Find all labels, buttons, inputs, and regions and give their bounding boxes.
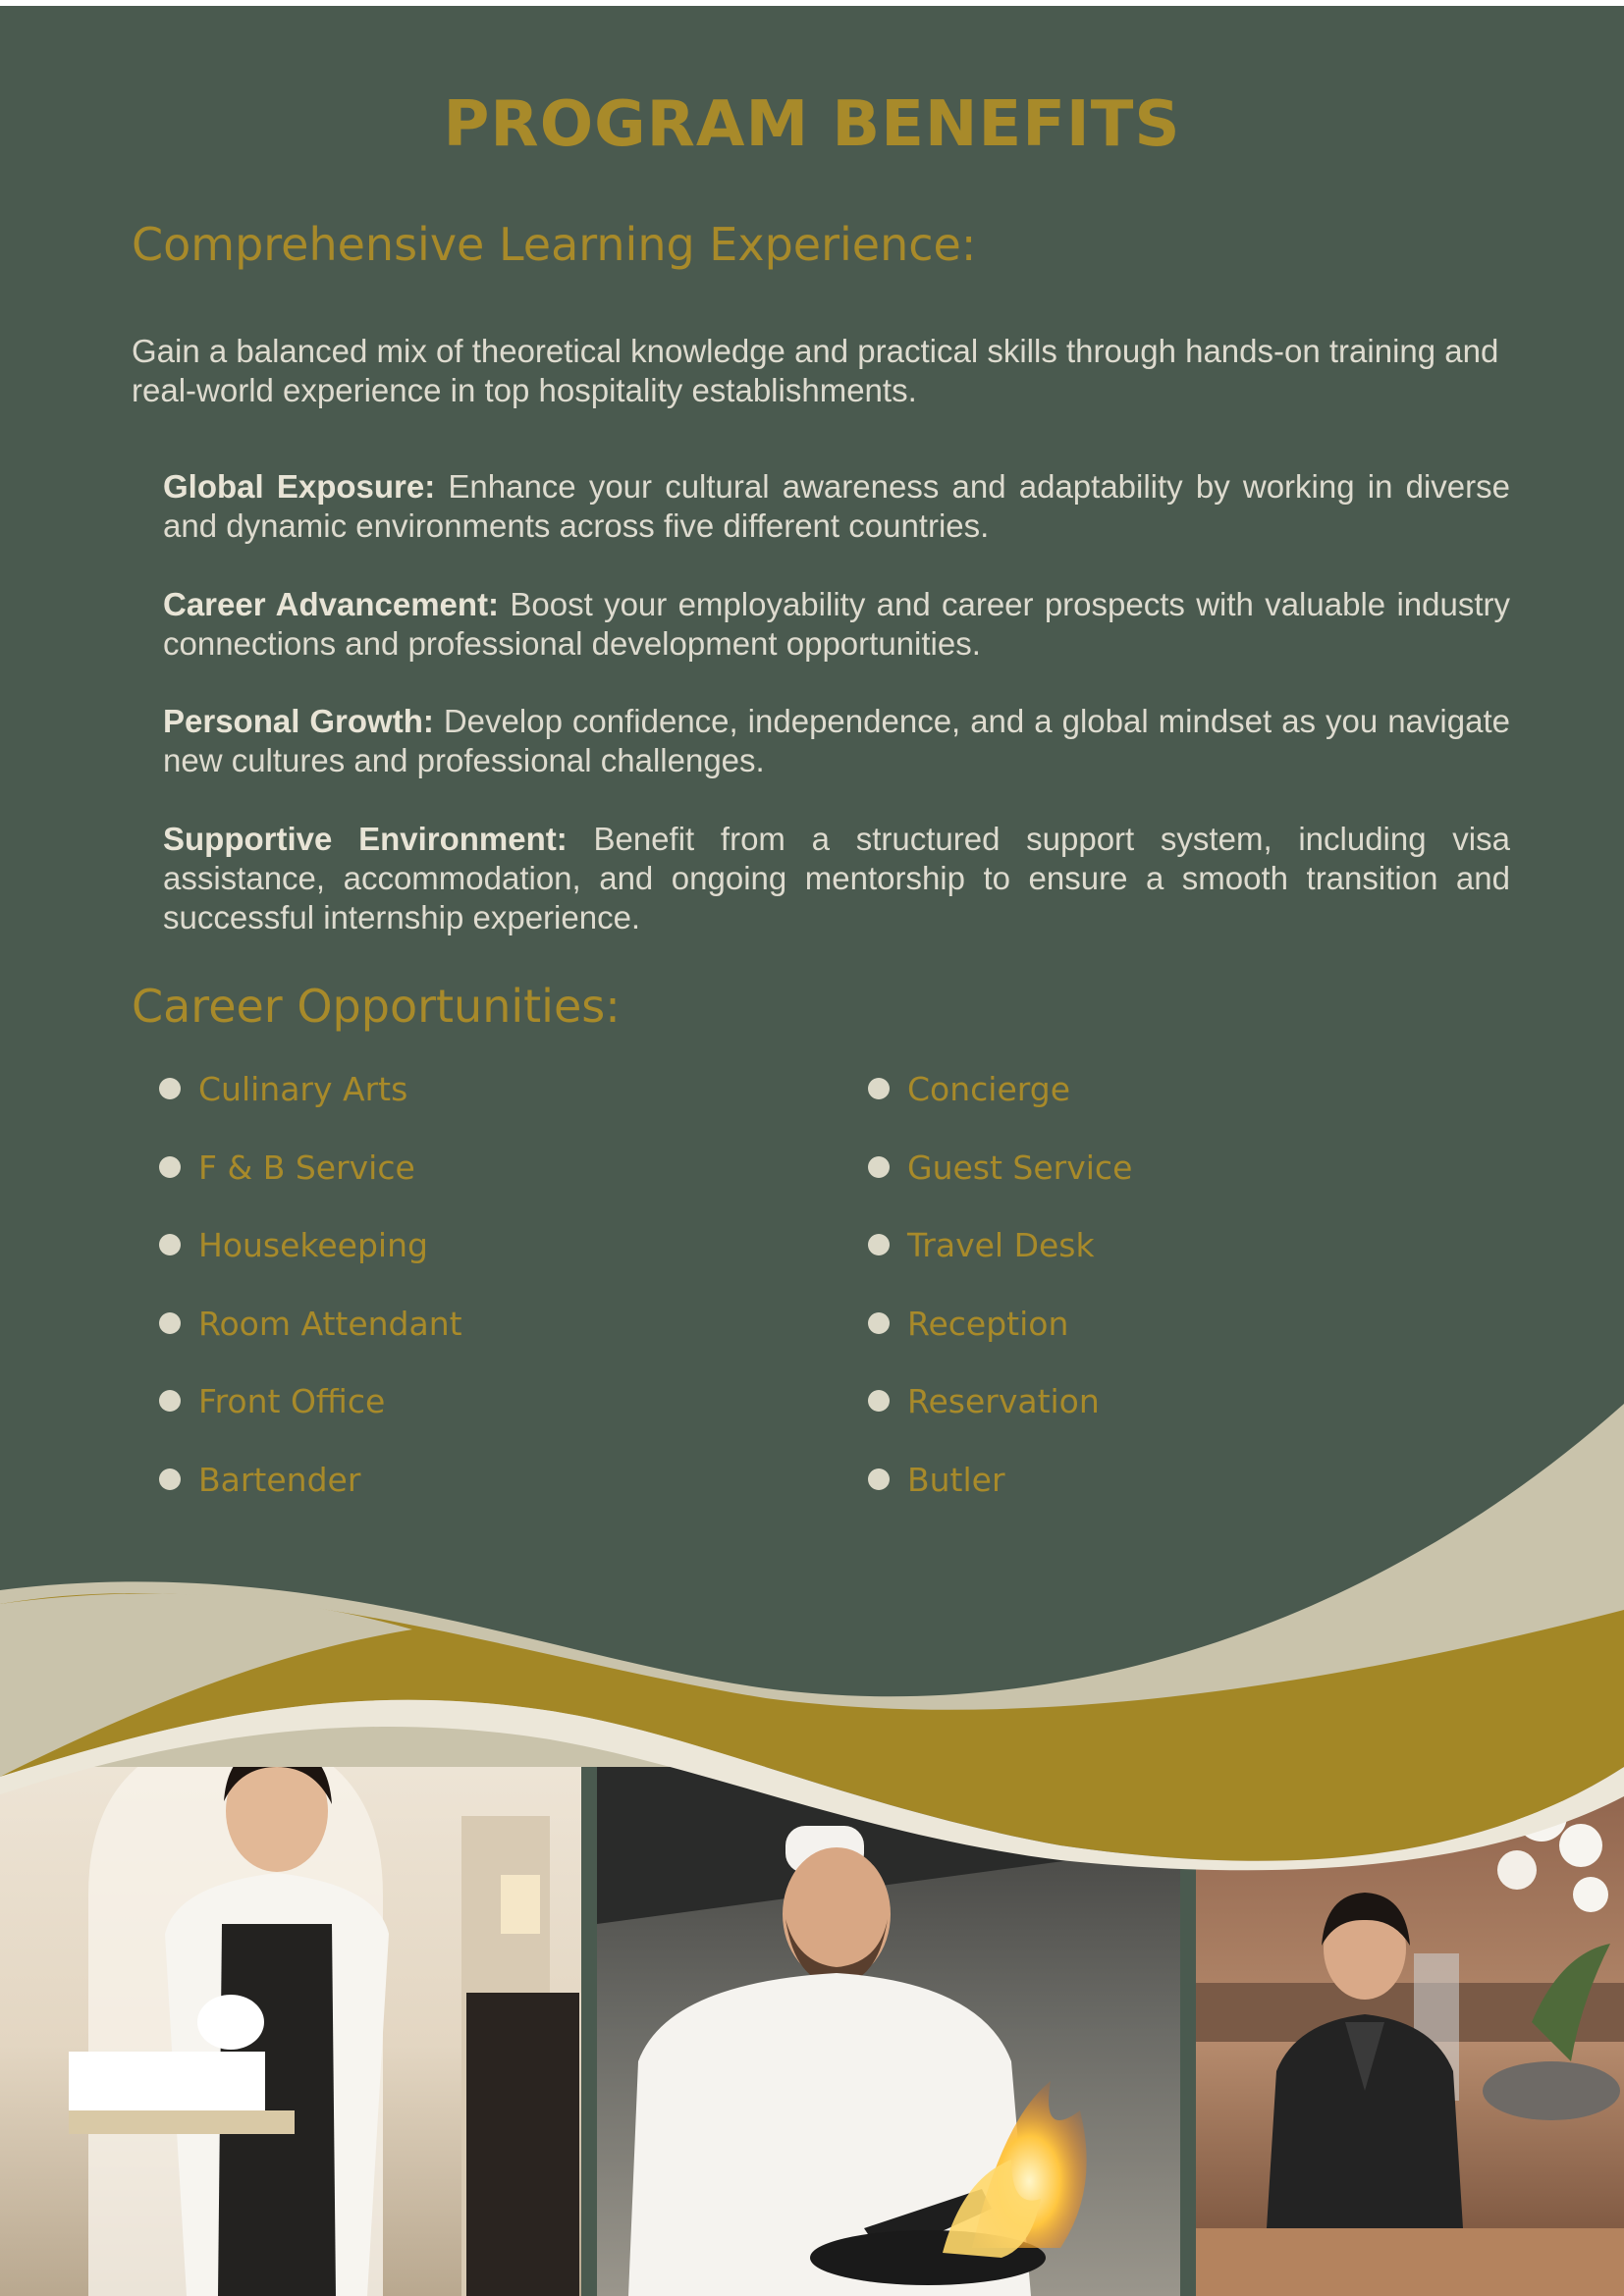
benefit-label: Career Advancement: — [163, 586, 500, 622]
career-heading: Career Opportunities: — [132, 980, 621, 1033]
list-item: Reservation — [868, 1377, 1132, 1456]
benefit-text: Develop confidence, independence, and a global mindset as you navigate new cultures and professional challenges. — [163, 703, 1510, 778]
benefit-text: Boost your employability and career prospects with valuable industry connections and professional development opportunities. — [163, 586, 1510, 662]
list-item: Room Attendant — [159, 1300, 462, 1378]
list-item: Front Office — [159, 1377, 462, 1456]
learning-heading: Comprehensive Learning Experience: — [132, 218, 977, 271]
list-item: Housekeeping — [159, 1221, 462, 1300]
list-item: Culinary Arts — [159, 1065, 462, 1144]
list-item: Butler — [868, 1456, 1132, 1534]
list-item: Travel Desk — [868, 1221, 1132, 1300]
list-item: F & B Service — [159, 1144, 462, 1222]
list-item: Reception — [868, 1300, 1132, 1378]
page-title: PROGRAM BENEFITS — [443, 88, 1181, 161]
list-item: Bartender — [159, 1456, 462, 1534]
list-item: Guest Service — [868, 1144, 1132, 1222]
list-item: Concierge — [868, 1065, 1132, 1144]
benefit-label: Global Exposure: — [163, 468, 436, 505]
benefit-label: Personal Growth: — [163, 703, 434, 739]
learning-intro: Gain a balanced mix of theoretical knowledge and practical skills through hands-on training and real-world experience in top hospitality establishments. — [132, 333, 1499, 408]
benefit-text: Benefit from a structured support system, including visa assistance, accommodation, and ongoing mentorship to ensure a smooth transition and successful internship experience. — [163, 821, 1510, 935]
benefit-text: Enhance your cultural awareness and adaptability by working in diverse and dynamic environments across five different countries. — [163, 468, 1510, 544]
benefit-label: Supportive Environment: — [163, 821, 568, 857]
